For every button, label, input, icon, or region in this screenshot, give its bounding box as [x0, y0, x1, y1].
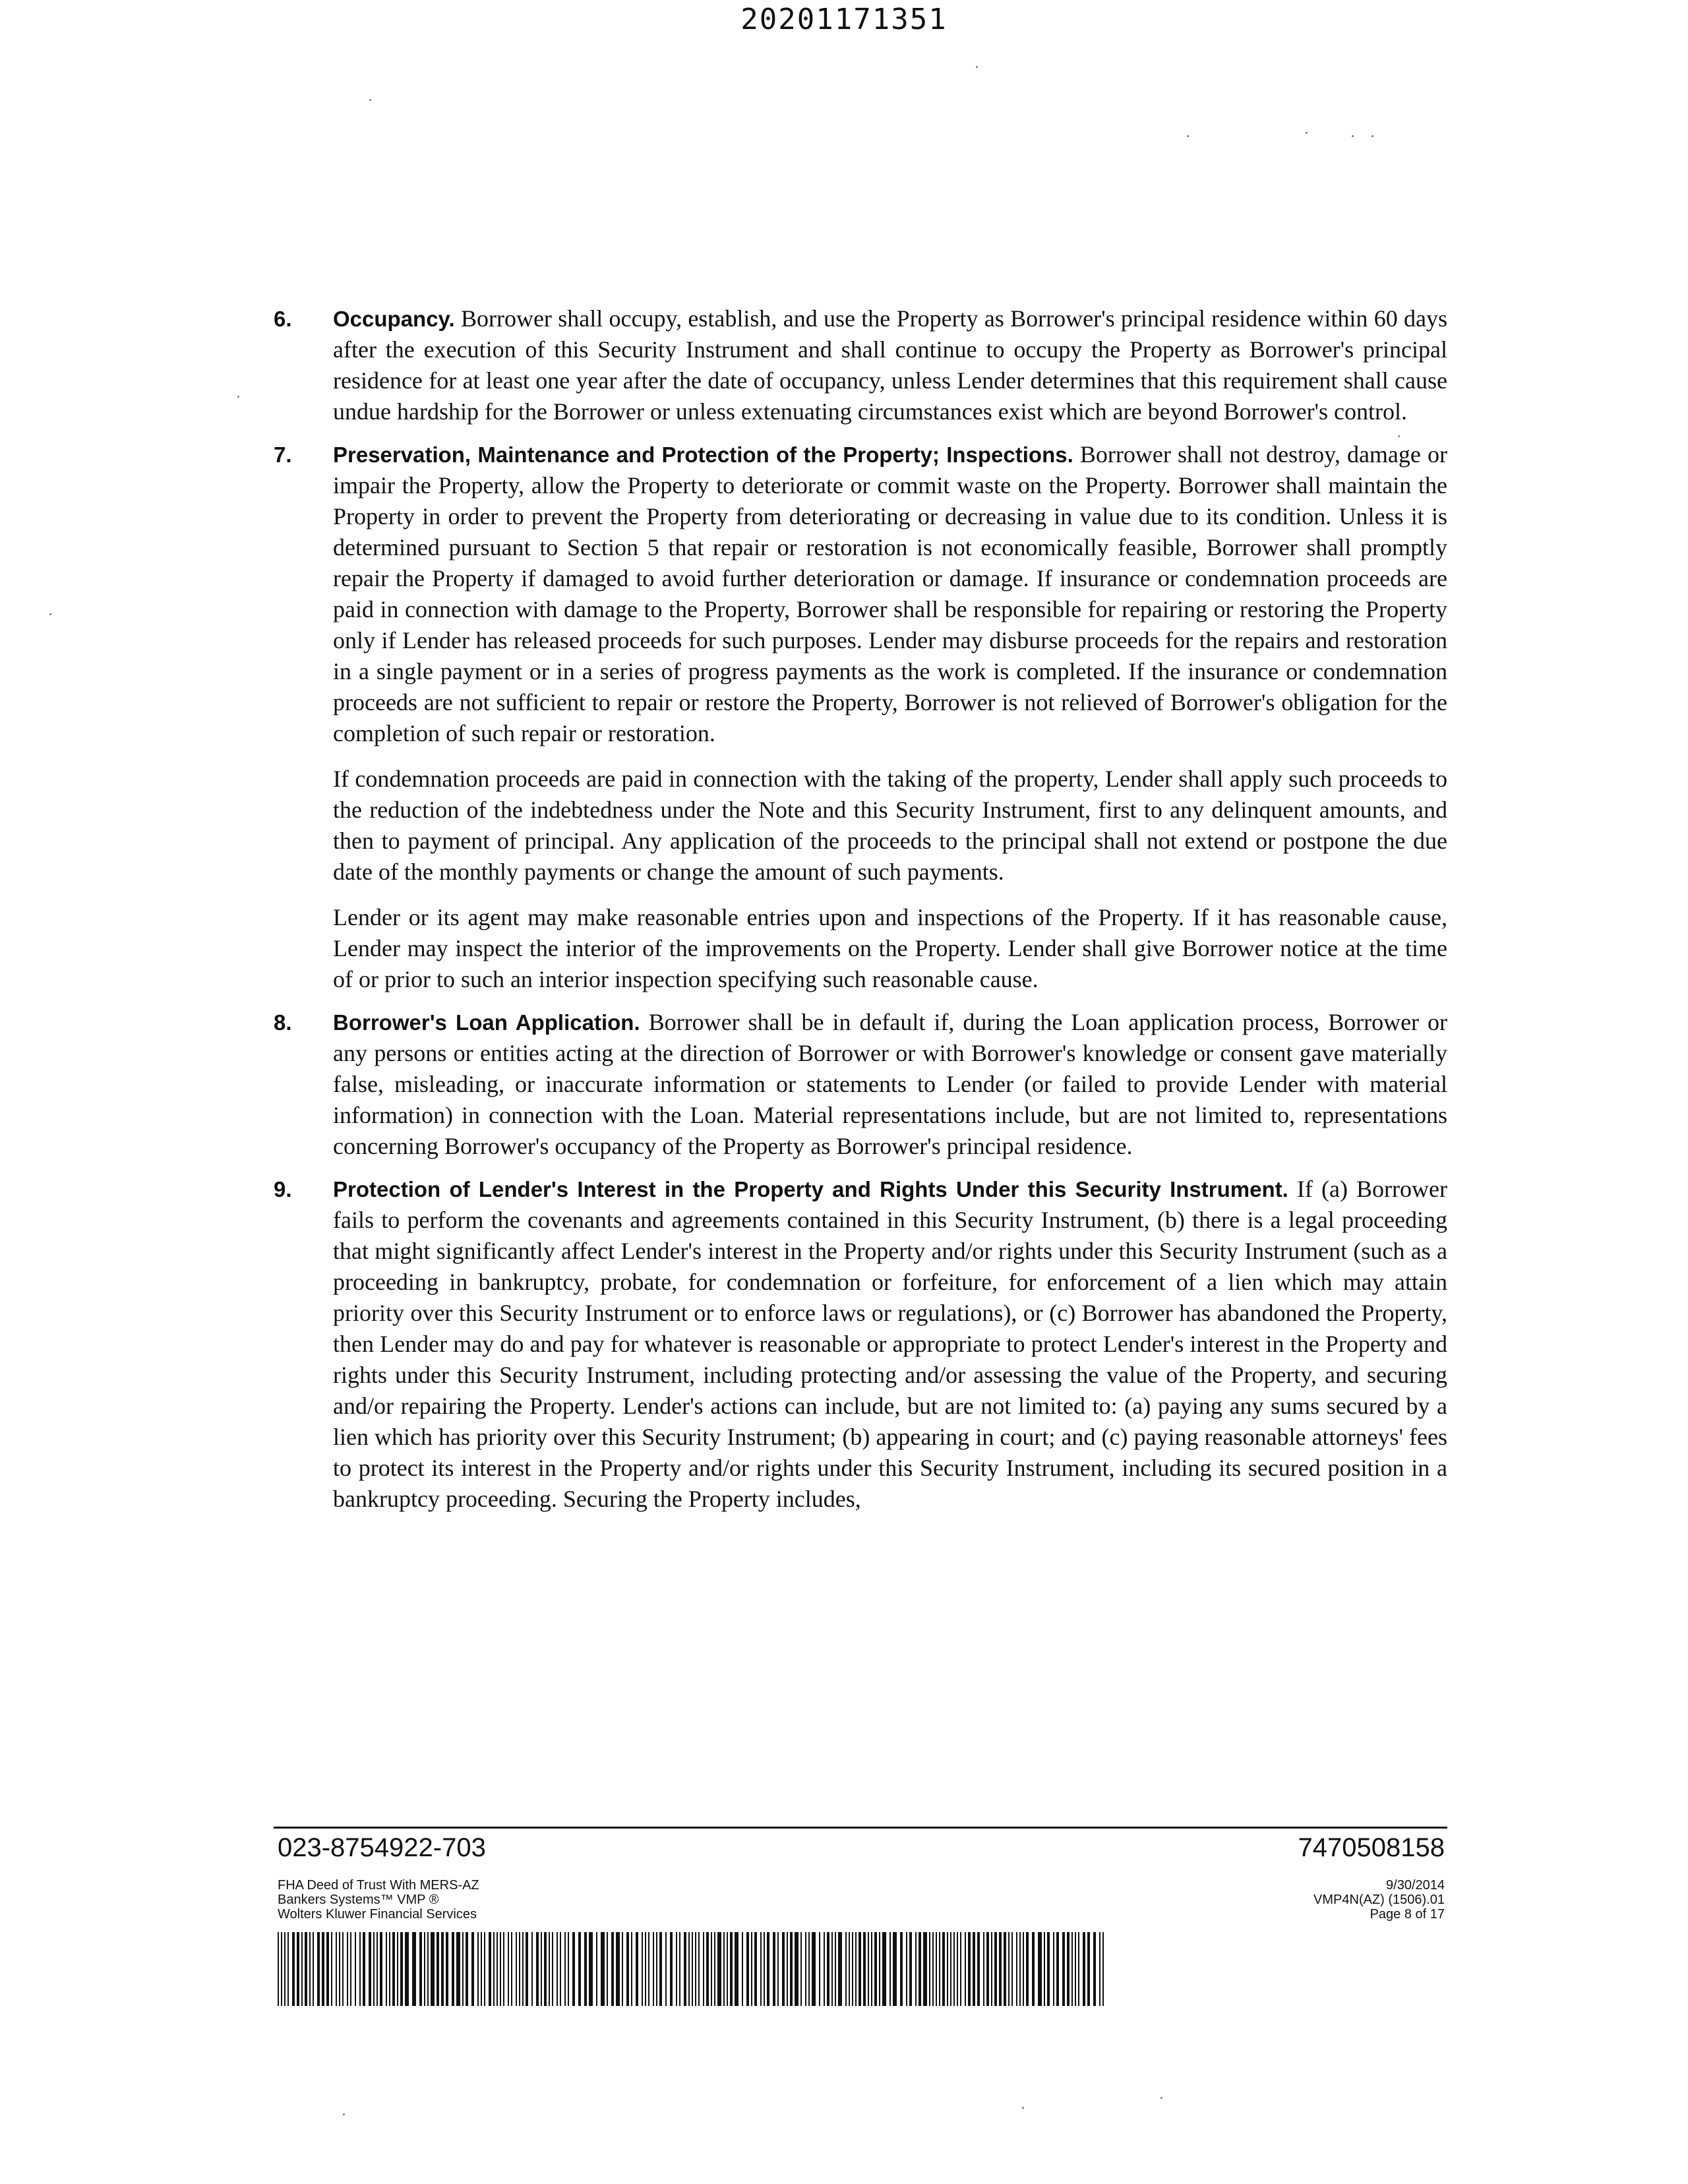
section-text: Borrower shall occupy, establish, and use the Property as Borrower's principal residence within 60 days after the execution of this Security Instrument and shall continue to occupy the Property as Borrower's principal residence for at least one year after the date of occupancy, unless Lender determines that this requirement shall cause undue hardship for the Borrower or unless extenuating circumstances exist which are beyond Borrower's control. — [333, 305, 1447, 425]
barcode-bar — [278, 1932, 279, 2006]
barcode-bar — [317, 1932, 320, 2006]
barcode-bar — [824, 1932, 825, 2006]
document-number: 7470508158 — [1298, 1833, 1445, 1862]
barcode-bar — [746, 1932, 749, 2006]
barcode-bar — [760, 1932, 762, 2006]
section-heading: Protection of Lender's Interest in the Property and Rights Under this Security Instrument. — [333, 1177, 1288, 1201]
barcode-bar — [730, 1932, 733, 2006]
barcode-bar — [616, 1932, 620, 2006]
barcode-bar — [957, 1932, 958, 2006]
page-number: Page 8 of 17 — [1370, 1907, 1445, 1922]
barcode-bar — [497, 1932, 498, 2006]
barcode-bar — [427, 1932, 429, 2006]
barcode-bar — [648, 1932, 649, 2006]
barcode-bar — [326, 1932, 329, 2006]
barcode-bar — [787, 1932, 788, 2006]
barcode-bar — [392, 1932, 395, 2006]
record-number: 20201171351 — [740, 3, 948, 36]
form-code: VMP4N(AZ) (1506).01 — [1313, 1893, 1445, 1907]
barcode-bar — [819, 1932, 820, 2006]
barcode-bar — [363, 1932, 365, 2006]
barcode-bar — [994, 1932, 997, 2006]
barcode-bar — [431, 1932, 435, 2006]
footer-rule — [274, 1827, 1447, 1829]
barcode-bar — [936, 1932, 937, 2006]
section-paragraph: Lender or its agent may make reasonable entries upon and inspections of the Property. If it has reasonable cause, Lender may inspect the interior of the improvements on the Property. Lender shall give Borrower notice at the time of or prior to such an interior inspection specifying such reasonable cause. — [333, 904, 1447, 992]
section-heading: Occupancy. — [333, 307, 455, 331]
barcode-bar — [1087, 1932, 1090, 2006]
barcode-bar — [1078, 1932, 1079, 2006]
barcode-bar — [441, 1932, 444, 2006]
barcode-bar — [659, 1932, 662, 2006]
barcode-bar — [373, 1932, 375, 2006]
barcode-bar — [342, 1932, 344, 2006]
barcode-bar — [281, 1932, 282, 2006]
barcode-bar — [688, 1932, 690, 2006]
form-title: FHA Deed of Trust With MERS-AZ — [278, 1878, 479, 1893]
barcode-bar — [868, 1932, 869, 2006]
barcode-bar — [419, 1932, 422, 2006]
barcode-bar — [849, 1932, 850, 2006]
barcode-bar — [645, 1932, 646, 2006]
barcode-bar — [1099, 1932, 1100, 2006]
barcode-bar — [991, 1932, 992, 2006]
barcode-bar — [932, 1932, 934, 2006]
barcode-bar — [1016, 1932, 1017, 2006]
barcode-bar — [698, 1932, 700, 2006]
barcode-bar — [1004, 1932, 1006, 2006]
barcode-bar — [717, 1932, 721, 2006]
barcode-bar — [782, 1932, 785, 2006]
barcode-bar — [589, 1932, 593, 2006]
barcode-bar — [508, 1932, 509, 2006]
barcode-bar — [626, 1932, 629, 2006]
section-paragraph — [333, 1174, 1447, 1515]
section-text: Borrower shall not destroy, damage or impair the Property, allow the Property to deteriorate or commit waste on the Property. Borrower shall maintain the Property in order to prevent the Property from deteriorating or decreasing in value due to its condition. Unless it is determined pursuant to Section 5 that repair or restoration is not economically feasible, Borrower shall promptly repair the Property if damaged to avoid further deterioration or damage. If insurance or condemnation proceeds are paid in connection with damage to the Property, Borrower shall be responsible for repairing or restoring the Property only if Lender has released proceeds for such purposes. Lender may disburse proceeds for the repairs and restoration in a single payment or in a series of progress payments as the work is completed. If the insurance or condemnation proceeds are not sufficient to repair or restore the Property, Borrower is not relieved of Borrower's obligation for the completion of such repair or restoration. — [333, 441, 1447, 746]
barcode-bar — [601, 1932, 605, 2006]
barcode-bar — [471, 1932, 474, 2006]
barcode-bar — [711, 1932, 712, 2006]
barcode-bar — [309, 1932, 311, 2006]
barcode-bar — [322, 1932, 324, 2006]
barcode-bar — [631, 1932, 632, 2006]
barcode-bar — [405, 1932, 409, 2006]
form-date: 9/30/2014 — [1386, 1878, 1445, 1893]
barcode-bar — [397, 1932, 398, 2006]
barcode-bar — [703, 1932, 704, 2006]
barcode-bar — [446, 1932, 448, 2006]
barcode-bar — [568, 1932, 569, 2006]
section-heading: Preservation, Maintenance and Protection of the Property; Inspections. — [333, 442, 1073, 467]
barcode-bar — [572, 1932, 575, 2006]
section-paragraph — [333, 439, 1447, 749]
barcode-bar — [879, 1932, 880, 2006]
section-8 — [274, 1007, 1447, 1162]
barcode-bar — [503, 1932, 504, 2006]
barcode-bar — [1067, 1932, 1070, 2006]
barcode-bar — [919, 1932, 921, 2006]
barcode-bar — [968, 1932, 971, 2006]
barcode-bar — [676, 1932, 677, 2006]
barcode-bar — [735, 1932, 738, 2006]
barcode-bar — [900, 1932, 903, 2006]
barcode-bar — [906, 1932, 907, 2006]
barcode-bar — [386, 1932, 387, 2006]
barcode-bar — [596, 1932, 597, 2006]
barcode-bar — [831, 1932, 833, 2006]
barcode-bar — [477, 1932, 479, 2006]
barcode-bar — [812, 1932, 816, 2006]
barcode-bar — [665, 1932, 667, 2006]
section-paragraph — [333, 303, 1447, 427]
barcode-bar — [313, 1932, 314, 2006]
barcode-bar — [481, 1932, 482, 2006]
barcode-bar — [305, 1932, 307, 2006]
barcode-bar — [1023, 1932, 1024, 2006]
barcode-bar — [706, 1932, 709, 2006]
barcode-bar — [564, 1932, 566, 2006]
barcode-bar — [727, 1932, 728, 2006]
barcode-bar — [1044, 1932, 1045, 2006]
barcode-bar — [893, 1932, 897, 2006]
section-number: 8. — [274, 1010, 292, 1035]
barcode-bar — [929, 1932, 930, 2006]
barcode-bar — [355, 1932, 356, 2006]
barcode-bar — [541, 1932, 542, 2006]
barcode-bar — [560, 1932, 561, 2006]
barcode-bar — [1083, 1932, 1085, 2006]
barcode-bar — [939, 1932, 940, 2006]
barcode-bar — [953, 1932, 955, 2006]
barcode-bar — [923, 1932, 927, 2006]
barcode-bar — [339, 1932, 340, 2006]
barcode-bar — [942, 1932, 945, 2006]
barcode-bar — [552, 1932, 553, 2006]
barcode-bar — [297, 1932, 299, 2006]
form-info — [278, 1878, 479, 1922]
barcode-bar — [656, 1932, 657, 2006]
barcode-bar — [1032, 1932, 1035, 2006]
barcode-bar — [611, 1932, 614, 2006]
section-paragraph: If condemnation proceeds are paid in connection with the taking of the property, Lender shall apply such proceeds to the reduction of the indebtedness under the Note and this Security Instrument, first to any delinquent amounts, and then to payment of principal. Any application of the proceeds to the principal shall not extend or postpone the due date of the monthly payments or change the amount of such payments. — [333, 766, 1447, 885]
barcode-bar — [714, 1932, 715, 2006]
barcode-bar — [1062, 1932, 1065, 2006]
barcode-bar — [999, 1932, 1002, 2006]
barcode-bar — [484, 1932, 485, 2006]
barcode-bar — [852, 1932, 853, 2006]
barcode-bar — [855, 1932, 857, 2006]
section-number: 6. — [274, 307, 292, 331]
barcode-bar — [965, 1932, 966, 2006]
barcode-bar — [915, 1932, 917, 2006]
barcode-bar — [642, 1932, 643, 2006]
barcode-bar — [1026, 1932, 1029, 2006]
barcode-bar — [607, 1932, 608, 2006]
barcode-bar — [557, 1932, 558, 2006]
barcode-bar — [1071, 1932, 1073, 2006]
form-meta — [1313, 1878, 1445, 1922]
barcode-bar — [692, 1932, 693, 2006]
barcode-bar — [960, 1932, 961, 2006]
barcode-bar — [549, 1932, 550, 2006]
barcode-bar — [350, 1932, 351, 2006]
barcode-bar — [767, 1932, 769, 2006]
barcode-bar — [742, 1932, 743, 2006]
barcode-bar — [827, 1932, 829, 2006]
barcode-bar — [790, 1932, 793, 2006]
barcode-bar — [1093, 1932, 1096, 2006]
section-7 — [274, 439, 1447, 995]
barcode-bar — [805, 1932, 806, 2006]
barcode-bar — [909, 1932, 912, 2006]
barcode-bar — [1056, 1932, 1059, 2006]
publisher: Bankers Systems™ VMP ® — [278, 1893, 439, 1907]
barcode-bar — [493, 1932, 495, 2006]
barcode-bar — [1102, 1932, 1104, 2006]
section-number: 9. — [274, 1177, 292, 1201]
barcode-bar — [977, 1932, 980, 2006]
barcode-bar — [863, 1932, 866, 2006]
barcode-bar — [380, 1932, 382, 2006]
barcode-bar — [456, 1932, 460, 2006]
document-body — [274, 303, 1447, 1527]
barcode-bar — [874, 1932, 877, 2006]
barcode-bar — [516, 1932, 517, 2006]
barcode-bar — [412, 1932, 416, 2006]
section-paragraph — [333, 1007, 1447, 1162]
barcode-bar — [723, 1932, 725, 2006]
barcode-bar — [526, 1932, 528, 2006]
barcode-bar — [437, 1932, 439, 2006]
barcode-icon — [278, 1932, 1108, 2006]
barcode-bar — [452, 1932, 454, 2006]
barcode-bar — [859, 1932, 861, 2006]
barcode-bar — [1053, 1932, 1054, 2006]
section-text: Borrower shall be in default if, during the Loan application process, Borrower or any persons or entities acting at the direction of Borrower or with Borrower's knowledge or consent gave materially false, misleading, or inaccurate information or statements to Lender (or failed to provide Lender with material information) in connection with the Loan. Material representations include, but are not limited to, representations concerning Borrower's occupancy of the Property as Borrower's principal residence. — [333, 1009, 1448, 1159]
barcode-bar — [751, 1932, 752, 2006]
barcode-bar — [679, 1932, 680, 2006]
barcode-bar — [287, 1932, 289, 2006]
barcode-bar — [462, 1932, 464, 2006]
barcode-bar — [1038, 1932, 1042, 2006]
section-text: If (a) Borrower fails to perform the covenants and agreements contained in this Security Instrument, (b) there is a legal proceeding that might significantly affect Lender's interest in the Property and/or rights under this Security Instrument (such as a proceeding in bankruptcy, probate, for condemnation or forfeiture, for enforcement of a lien which may attain priority over this Security Instrument or to enforce laws or regulations), or (c) Borrower has abandoned the Property, then Lender may do and pay for whatever is reasonable or appropriate to protect Lender's interest in the Property and rights under this Security Instrument, including protecting and/or assessing the value of the Property, and securing and/or repairing the Property. Lender's actions can include, but are not limited to: (a) paying any sums secured by a lien which has priority over this Security Instrument; (b) appearing in court; and (c) paying reasonable attorneys' fees to protect its interest in the Property and/or rights under this Security Instrument, including its secured position in a bankruptcy proceeding. Securing the Property includes, — [333, 1176, 1447, 1512]
barcode-bar — [1008, 1932, 1010, 2006]
barcode-bar — [531, 1932, 533, 2006]
barcode-bar — [871, 1932, 872, 2006]
barcode-bar — [400, 1932, 403, 2006]
barcode-bar — [519, 1932, 520, 2006]
barcode-bar — [983, 1932, 984, 2006]
barcode-bar — [1011, 1932, 1013, 2006]
company: Wolters Kluwer Financial Services — [278, 1907, 477, 1922]
barcode-bar — [670, 1932, 673, 2006]
barcode-bar — [622, 1932, 623, 2006]
barcode-bar — [536, 1932, 539, 2006]
barcode-bar — [1075, 1932, 1076, 2006]
barcode-bar — [973, 1932, 975, 2006]
section-9 — [274, 1174, 1447, 1515]
loan-number: 023-8754922-703 — [278, 1833, 486, 1862]
barcode-bar — [301, 1932, 303, 2006]
barcode-bar — [377, 1932, 378, 2006]
barcode-bar — [653, 1932, 654, 2006]
barcode-bar — [424, 1932, 425, 2006]
barcode-bar — [950, 1932, 951, 2006]
barcode-bar — [500, 1932, 501, 2006]
section-6 — [274, 303, 1447, 427]
barcode-bar — [359, 1932, 361, 2006]
barcode-bar — [838, 1932, 842, 2006]
barcode-bar — [845, 1932, 847, 2006]
barcode-bar — [466, 1932, 468, 2006]
barcode-bar — [522, 1932, 524, 2006]
barcode-bar — [347, 1932, 348, 2006]
barcode-bar — [292, 1932, 295, 2006]
barcode-bar — [1047, 1932, 1050, 2006]
barcode-bar — [808, 1932, 810, 2006]
barcode-bar — [773, 1932, 775, 2006]
barcode-bar — [754, 1932, 757, 2006]
barcode-bar — [578, 1932, 581, 2006]
barcode-bar — [986, 1932, 989, 2006]
barcode-bar — [882, 1932, 886, 2006]
barcode-bar — [835, 1932, 836, 2006]
barcode-bar — [544, 1932, 547, 2006]
barcode-bar — [800, 1932, 802, 2006]
barcode-bar — [389, 1932, 390, 2006]
barcode-bar — [584, 1932, 587, 2006]
section-number: 7. — [274, 442, 292, 467]
barcode-bar — [764, 1932, 765, 2006]
barcode-bar — [889, 1932, 891, 2006]
section-heading: Borrower's Loan Application. — [333, 1010, 640, 1035]
barcode-bar — [1019, 1932, 1021, 2006]
barcode-bar — [336, 1932, 337, 2006]
barcode-bar — [684, 1932, 686, 2006]
barcode-bar — [511, 1932, 512, 2006]
barcode-bar — [947, 1932, 948, 2006]
barcode-bar — [331, 1932, 332, 2006]
barcode-bar — [777, 1932, 779, 2006]
barcode-bar — [284, 1932, 286, 2006]
barcode-bar — [369, 1932, 371, 2006]
barcode-bar — [795, 1932, 799, 2006]
barcode-bar — [695, 1932, 696, 2006]
barcode-bar — [636, 1932, 638, 2006]
barcode-bar — [489, 1932, 491, 2006]
